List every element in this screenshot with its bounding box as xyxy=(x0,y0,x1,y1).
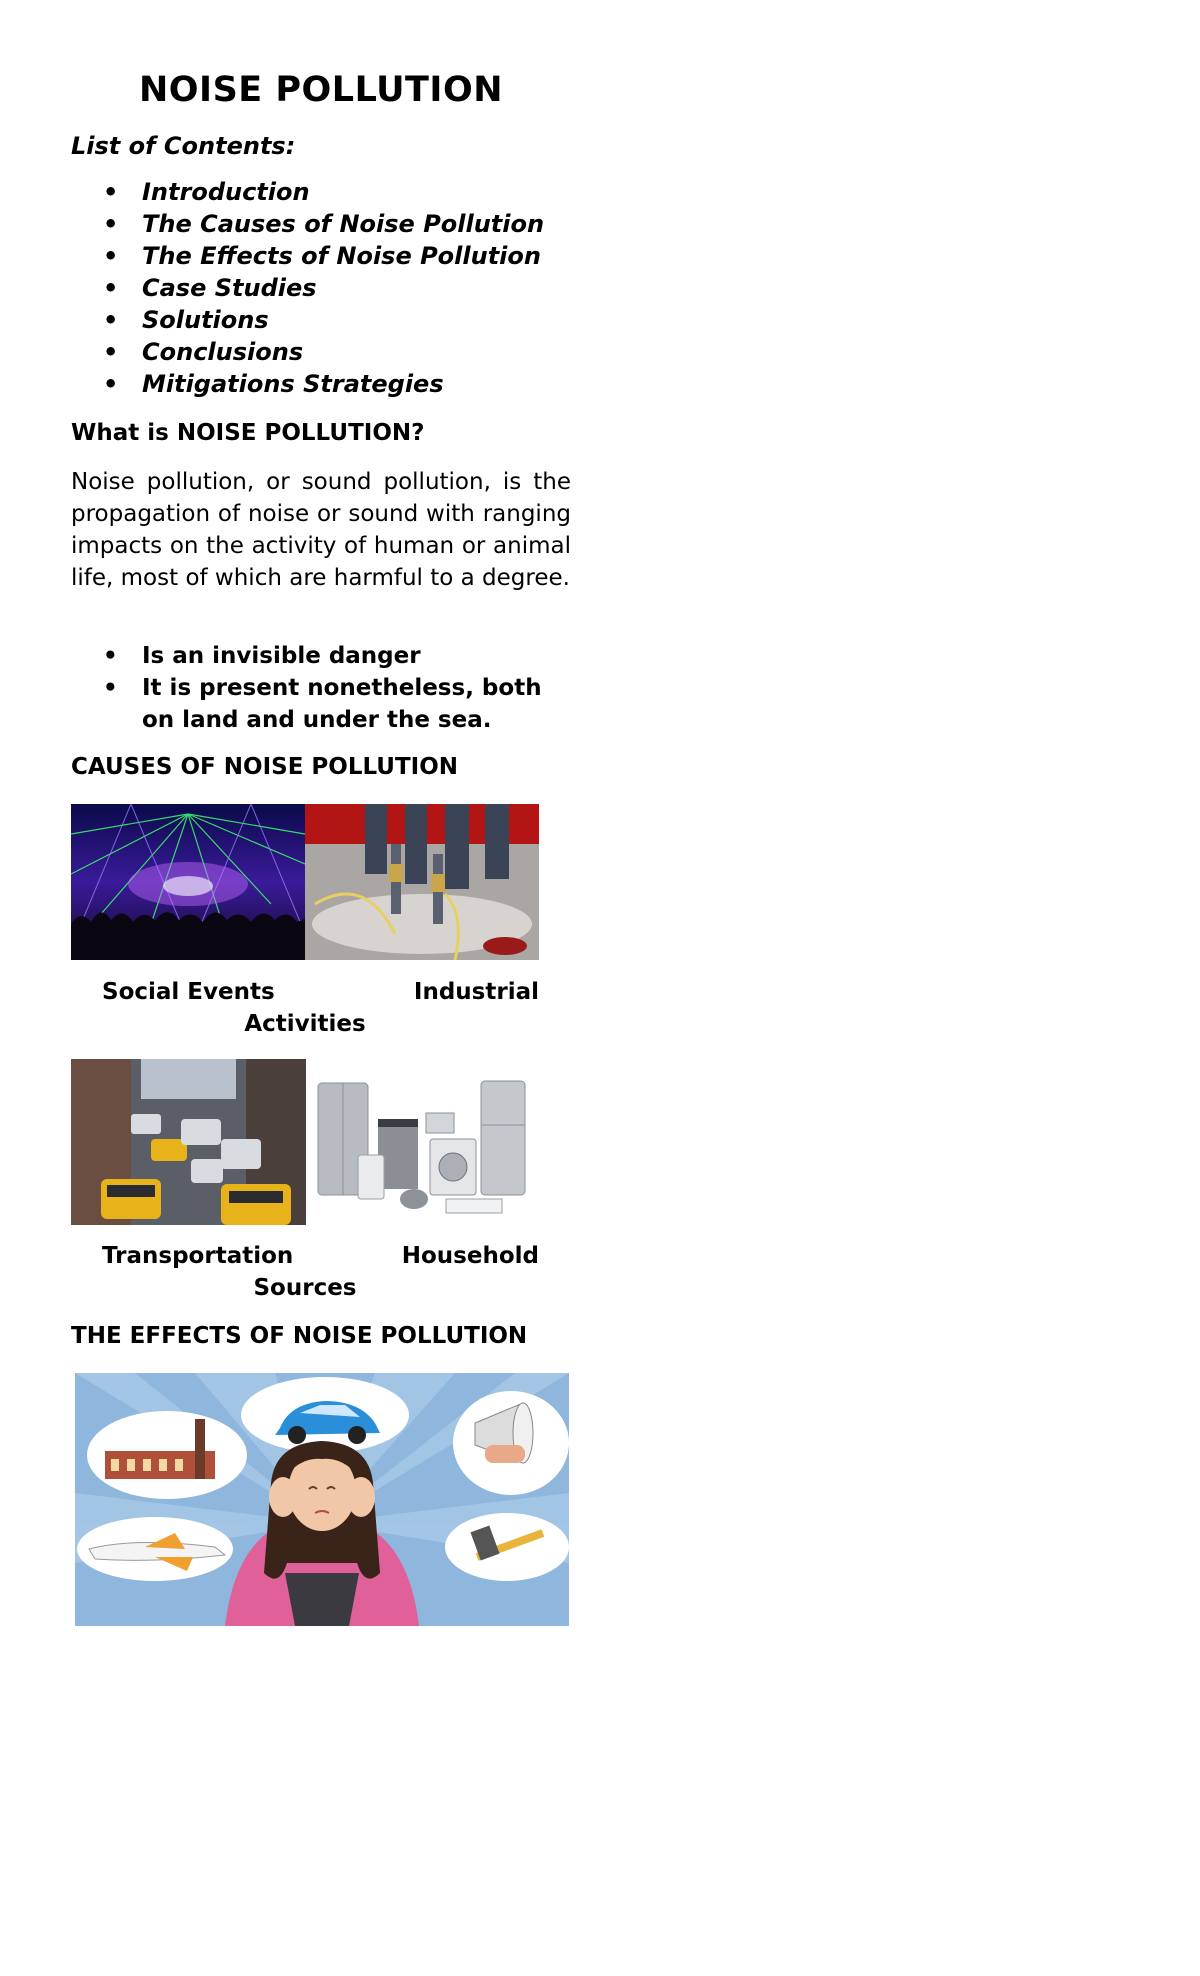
effects-illustration xyxy=(75,1373,569,1626)
transportation-image xyxy=(71,1059,306,1225)
toc-item: • The Causes of Noise Pollution xyxy=(71,208,544,240)
household-image xyxy=(306,1059,539,1225)
definition-paragraph: Noise pollution, or sound pollution, is the propagation of noise or sound with ranging impacts on the activity of human or animal life, most of which are harmful to a degree. xyxy=(71,469,571,591)
social-events-image xyxy=(71,804,305,960)
causes-caption-row-1 xyxy=(71,976,539,1040)
caption-industrial-cont: Activities xyxy=(244,1011,366,1037)
toc-heading: List of Contents: xyxy=(71,132,296,160)
industrial-image xyxy=(305,804,539,960)
toc-item: • The Effects of Noise Pollution xyxy=(71,240,544,272)
caption-industrial: Industrial xyxy=(413,979,539,1005)
toc-item: • Case Studies xyxy=(71,272,544,304)
page-title: NOISE POLLUTION xyxy=(139,70,503,110)
toc-item: • Solutions xyxy=(71,304,544,336)
caption-household: Household xyxy=(401,1243,539,1269)
section-heading-effects: THE EFFECTS OF NOISE POLLUTION xyxy=(71,1323,528,1349)
caption-transportation: Transportation xyxy=(102,1243,294,1269)
caption-household-cont: Sources xyxy=(253,1275,357,1301)
causes-caption-row-2 xyxy=(71,1240,539,1304)
fact-item: • It is present nonetheless, both on land and under the sea. xyxy=(71,672,571,736)
toc-item: • Mitigations Strategies xyxy=(71,368,544,400)
toc-item: • Conclusions xyxy=(71,336,544,368)
toc-item: • Introduction xyxy=(71,176,544,208)
section-heading-causes: CAUSES OF NOISE POLLUTION xyxy=(71,754,459,780)
section-heading-what: What is NOISE POLLUTION? xyxy=(71,420,425,446)
fact-item: • Is an invisible danger xyxy=(71,640,571,672)
caption-social-events: Social Events xyxy=(102,979,275,1005)
facts-list xyxy=(71,640,571,736)
toc-list xyxy=(71,176,544,400)
